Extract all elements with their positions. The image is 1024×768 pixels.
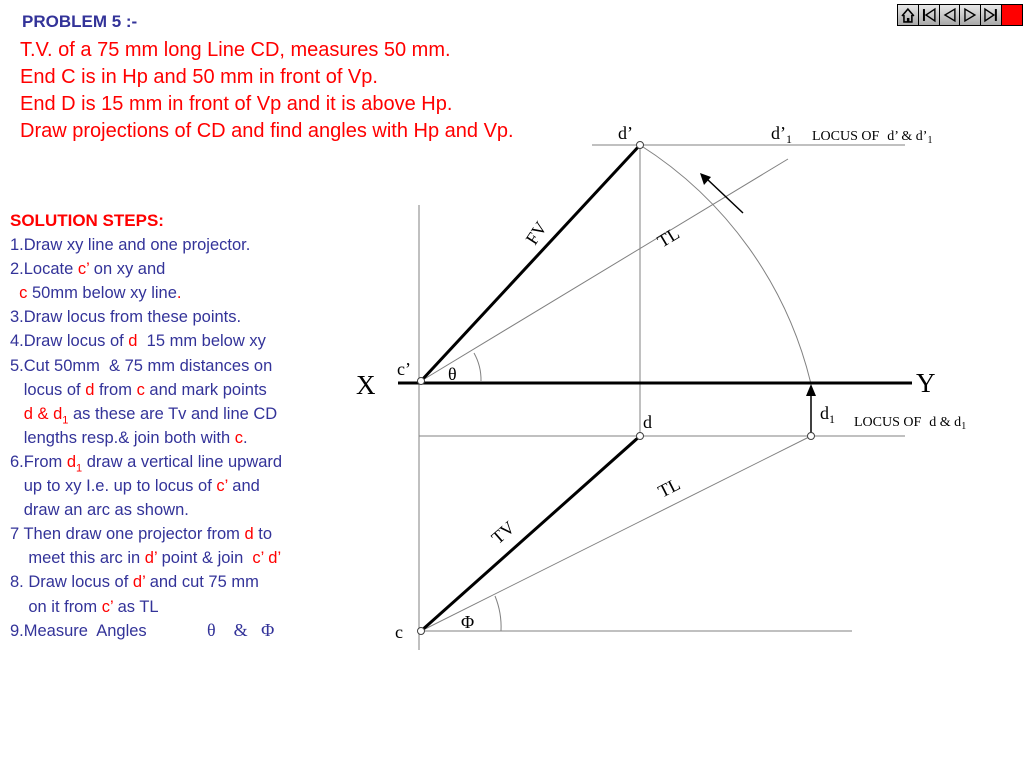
step-text-run: 8. Draw locus of xyxy=(10,573,133,592)
step-text-run: point & join xyxy=(157,549,253,568)
point-d1 xyxy=(808,433,815,440)
swing-arc xyxy=(640,145,811,384)
step-text-run: 3.Draw locus from these points. xyxy=(10,308,242,327)
step-text-run: d xyxy=(66,452,77,471)
step-text-run: d’ xyxy=(144,549,158,568)
label-x: X xyxy=(356,370,376,400)
step-text-run: . xyxy=(176,284,182,303)
problem-line-2: End C is in Hp and 50 mm in front of Vp. xyxy=(20,66,378,88)
arc-direction-arrow-line xyxy=(707,179,743,213)
step-text-run: 15 mm below xy xyxy=(137,332,266,351)
step-text-run: on xy and xyxy=(89,260,166,279)
step-text-run: draw a vertical line upward xyxy=(82,452,283,471)
step-text-run: 9.Measure Angles xyxy=(10,621,147,640)
step-text-run: 1.Draw xy line and one projector. xyxy=(10,236,251,254)
label-tl-bottom: TL xyxy=(654,473,684,502)
step-text-run: lengths resp.& join both with xyxy=(10,428,235,447)
step-text-run: 50mm below xy line xyxy=(27,284,177,303)
step-text-run: and mark points xyxy=(144,380,267,399)
locus-top-label: LOCUS OF d’ & $d’_1$ xyxy=(812,129,933,146)
step-text-run: 1 xyxy=(62,413,69,426)
problem-title: PROBLEM 5 :- xyxy=(22,12,138,31)
label-d: d xyxy=(643,412,652,432)
step-text-run: d xyxy=(85,380,95,399)
front-view-line xyxy=(421,145,640,381)
step-text-run: locus of xyxy=(10,380,86,399)
point-d-prime xyxy=(637,142,644,149)
label-tl-top: TL xyxy=(653,222,683,252)
locus-bottom-label: LOCUS OF d & $d_1$ xyxy=(854,415,967,432)
solution-title: SOLUTION STEPS: xyxy=(10,211,164,230)
step-text-run: c’ xyxy=(77,260,90,279)
step-text-run: 1 xyxy=(76,462,83,475)
step-text-run: c xyxy=(136,380,145,399)
step-text-run: meet this arc in xyxy=(10,549,145,568)
step-text-run: . xyxy=(242,428,248,447)
label-c-prime: c’ xyxy=(397,359,411,379)
step-text-run: up to xy I.e. up to locus of xyxy=(10,477,217,495)
label-tv: TV xyxy=(487,517,519,549)
phi-arc xyxy=(495,596,501,631)
problem-line-1: T.V. of a 75 mm long Line CD, measures 50 mm. xyxy=(20,39,451,61)
step-text-run: d xyxy=(128,332,138,351)
angles-symbols: θ & Φ xyxy=(207,620,275,640)
top-view-line xyxy=(421,436,640,631)
step-text-run: draw an arc as shown. xyxy=(10,501,189,520)
step-text-run: c xyxy=(19,284,28,303)
point-d xyxy=(637,433,644,440)
step-text-run: c’ xyxy=(216,477,228,495)
label-d-prime: d’ xyxy=(618,123,633,143)
step-text-run: d xyxy=(244,525,254,544)
step-text-run: to xyxy=(253,525,273,544)
label-y: Y xyxy=(916,368,936,398)
step-text-run: 5.Cut 50mm & 75 mm distances on xyxy=(10,356,273,375)
step-text-run: from xyxy=(94,380,137,399)
step-text-run: 4.Draw locus of xyxy=(10,332,129,351)
label-c: c xyxy=(395,622,403,642)
step-text-run: as these are Tv and line CD xyxy=(68,404,278,423)
step-text-run: c xyxy=(234,428,243,447)
step-text-run: on it from xyxy=(10,597,102,616)
label-d1: $d_1$ xyxy=(820,403,835,426)
problem-line-3: End D is 15 mm in front of Vp and it is above Hp. xyxy=(20,93,453,115)
step-text-run: d’ xyxy=(132,573,146,592)
step-text-run: 6.From xyxy=(10,452,67,471)
step-text-run: d & d xyxy=(10,404,63,423)
tl-line-front xyxy=(421,159,788,381)
tl-line-top xyxy=(421,436,811,631)
d1-arrow-icon xyxy=(806,384,816,396)
arc-direction-arrow-icon xyxy=(700,173,711,185)
problem-line-4: Draw projections of CD and find angles with Hp and Vp. xyxy=(20,120,514,142)
label-phi: Φ xyxy=(461,612,475,632)
step-text-run: 7 Then draw one projector from xyxy=(10,525,245,544)
label-fv: FV xyxy=(521,217,551,249)
step-text-run: and cut 75 mm xyxy=(145,573,259,592)
point-c-prime xyxy=(418,378,425,385)
theta-arc xyxy=(474,353,481,381)
step-text-run: 2.Locate xyxy=(10,260,78,279)
step-text-run: c’ xyxy=(101,597,114,616)
step-text-run: c’ d’ xyxy=(252,549,282,568)
point-c xyxy=(418,628,425,635)
label-theta: θ xyxy=(448,364,457,384)
step-text-run: and xyxy=(227,477,260,495)
step-text-run: as TL xyxy=(113,597,159,616)
label-d-prime1: $d’_1$ xyxy=(771,123,792,146)
